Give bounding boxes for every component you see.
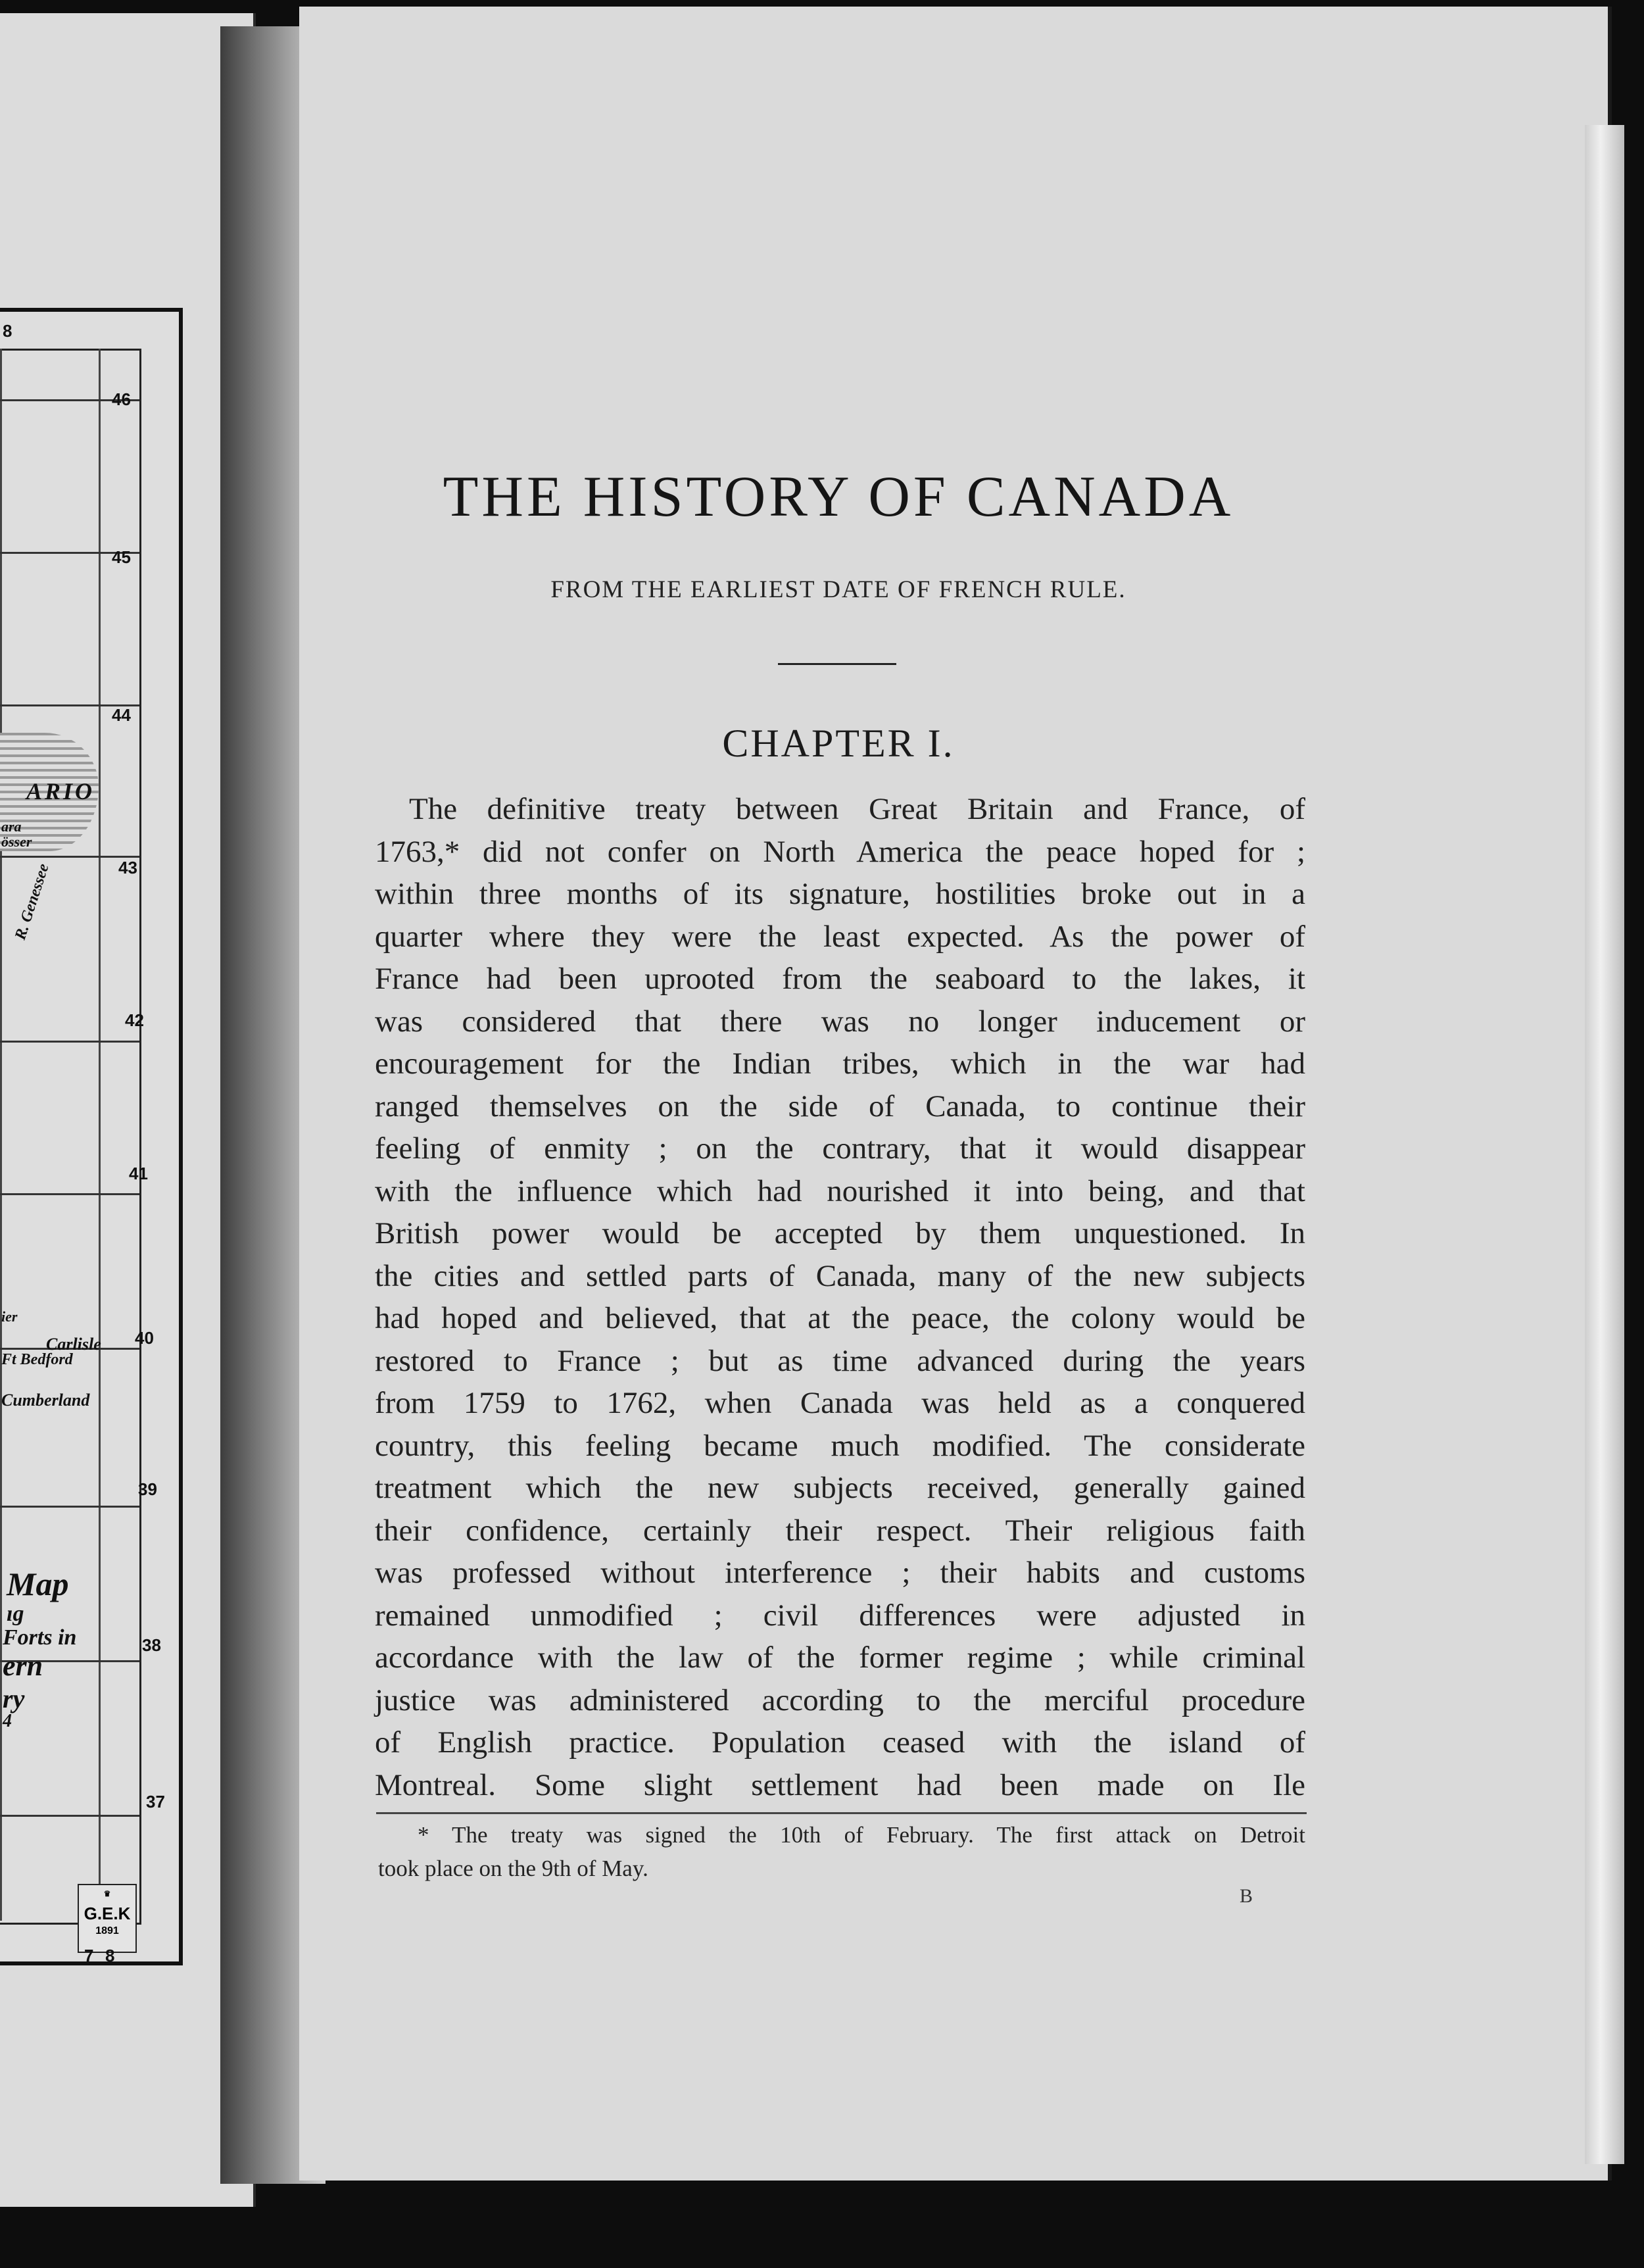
river-label: R. Genessee xyxy=(12,861,53,943)
map-title-line: ern xyxy=(3,1650,43,1682)
text-line: accordance with the law of the former regime ; while criminal xyxy=(375,1640,1305,1675)
text-line: feeling of enmity ; on the contrary, that it would disappear xyxy=(375,1131,1305,1166)
text-line: their confidence, certainly their respect. Their religious faith xyxy=(375,1513,1305,1548)
book-subtitle: FROM THE EARLIEST DATE OF FRENCH RULE. xyxy=(550,576,1126,603)
map-title-line: ıg xyxy=(7,1602,24,1626)
cartouche-initials: G.E.K xyxy=(84,1904,131,1923)
text-line: was professed without interference ; their habits and customs xyxy=(375,1556,1305,1590)
lake-name: ARIO xyxy=(26,778,95,804)
latitude-line xyxy=(0,1506,139,1508)
latitude-line xyxy=(0,1193,139,1195)
latitude-label: 42 xyxy=(125,1010,144,1030)
latitude-label: 40 xyxy=(135,1328,154,1348)
text-line: within three months of its signature, hostilities broke out in a xyxy=(375,877,1305,911)
text-line: Montreal. Some slight settlement had been made on Ile xyxy=(375,1767,1305,1802)
footnote-line: took place on the 9th of May. xyxy=(378,1856,648,1881)
latitude-label: 39 xyxy=(138,1479,157,1499)
longitude-label-bottom: 7 xyxy=(84,1946,94,1965)
text-line: with the influence which had nourished it into being, and that xyxy=(375,1173,1305,1208)
text-line: remained unmodified ; civil differences were adjusted in xyxy=(375,1598,1305,1633)
text-line: 1763,* did not confer on North America the peace hoped for ; xyxy=(375,834,1305,869)
latitude-line xyxy=(0,1815,139,1817)
map-frame xyxy=(0,308,183,1965)
text-line: had hoped and believed, that at the peace, the colony would be xyxy=(375,1301,1305,1335)
title-rule xyxy=(778,663,896,665)
text-line: The definitive treaty between Great Britain and France, of xyxy=(409,792,1305,826)
footnote-rule xyxy=(376,1812,1307,1814)
crown-ornament: ♛ xyxy=(103,1889,111,1898)
latitude-label: 41 xyxy=(129,1164,148,1183)
place-label: ara xyxy=(1,818,22,835)
latitude-label: 44 xyxy=(112,705,131,725)
longitude-label-bottom: 8 xyxy=(105,1946,115,1965)
latitude-label: 37 xyxy=(146,1792,165,1812)
map-title-block xyxy=(0,1565,139,1749)
latitude-label: 45 xyxy=(112,547,131,567)
place-bedford: Ft Bedford xyxy=(1,1351,73,1368)
footnote xyxy=(378,1818,1305,1885)
text-line: country, this feeling became much modified. The considerate xyxy=(375,1428,1305,1463)
text-line: of English practice. Population ceased with the island of xyxy=(375,1725,1305,1760)
text-line: restored to France ; but as time advanced during the years xyxy=(375,1343,1305,1378)
chapter-heading: CHAPTER I. xyxy=(722,722,955,765)
map-title-line: ry xyxy=(3,1684,25,1713)
place-carlisle: Carlisle xyxy=(46,1335,101,1354)
footnote-line: * The treaty was signed the 10th of February. The first attack on Detroit xyxy=(418,1822,1305,1848)
place-label: össer xyxy=(1,833,32,850)
text-line: was considered that there was no longer inducement or xyxy=(375,1004,1305,1039)
body-paragraph xyxy=(375,788,1305,1806)
map-cartouche xyxy=(78,1884,137,1953)
latitude-label: 38 xyxy=(142,1635,161,1655)
text-line: France had been uprooted from the seaboard to the lakes, it xyxy=(375,962,1305,996)
map-title-line: Forts in xyxy=(3,1625,77,1650)
page-edge xyxy=(1585,125,1624,2164)
latitude-line xyxy=(0,1041,139,1043)
place-cumberland: Cumberland xyxy=(1,1391,90,1410)
cartouche-year: 1891 xyxy=(95,1925,119,1936)
text-line: encouragement for the Indian tribes, which in the war had xyxy=(375,1047,1305,1081)
text-line: the cities and settled parts of Canada, many of the new subjects xyxy=(375,1258,1305,1293)
place-label: ier xyxy=(1,1308,18,1325)
map-title-line: Map xyxy=(7,1565,69,1602)
map-title-line: 4 xyxy=(3,1711,12,1731)
signature-mark: B xyxy=(1240,1885,1253,1907)
book-title: THE HISTORY OF CANADA xyxy=(443,465,1234,529)
text-line: from 1759 to 1762, when Canada was held as a conquered xyxy=(375,1386,1305,1420)
text-line: ranged themselves on the side of Canada, to continue their xyxy=(375,1089,1305,1123)
latitude-label: 46 xyxy=(112,389,131,409)
longitude-label-top: 8 xyxy=(3,321,12,341)
text-line: British power would be accepted by them unquestioned. In xyxy=(375,1216,1305,1250)
text-line: treatment which the new subjects received, generally gained xyxy=(375,1471,1305,1505)
text-line: justice was administered according to the merciful procedure xyxy=(375,1683,1305,1717)
latitude-label: 43 xyxy=(118,858,137,877)
text-line: quarter where they were the least expected. As the power of xyxy=(375,919,1305,954)
